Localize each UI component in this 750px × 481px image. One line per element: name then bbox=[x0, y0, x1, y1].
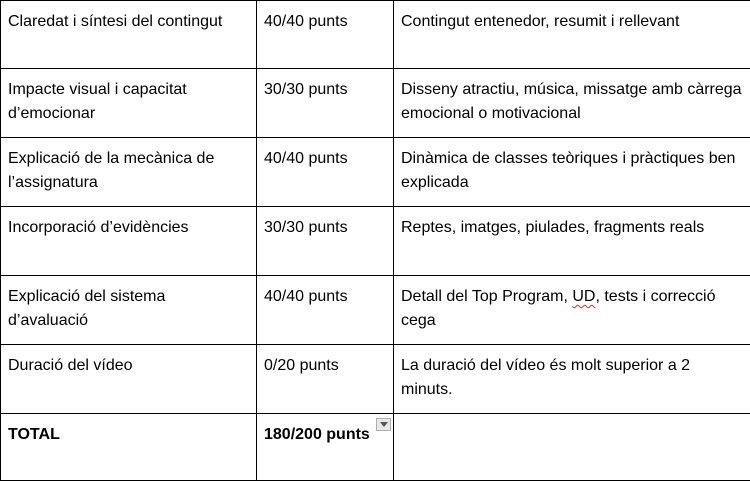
total-label-cell[interactable] bbox=[1, 414, 257, 481]
total-score-cell[interactable] bbox=[257, 414, 394, 481]
total-row bbox=[1, 414, 750, 481]
criterion-text: Duració del vídeo bbox=[8, 357, 133, 374]
score-text: 0/20 punts bbox=[264, 357, 339, 374]
criterion-cell[interactable] bbox=[1, 1, 257, 69]
comment-cell[interactable] bbox=[394, 276, 750, 345]
criterion-text: Explicació del sistema d’avaluació bbox=[8, 288, 165, 329]
table-row bbox=[1, 1, 750, 69]
table-row bbox=[1, 345, 750, 414]
score-cell[interactable] bbox=[257, 207, 394, 276]
comment-text: Disseny atractiu, música, missatge amb càrrega emocional o motivacional bbox=[401, 81, 742, 122]
criterion-text: Incorporació d’evidències bbox=[8, 219, 189, 236]
criterion-cell[interactable] bbox=[1, 276, 257, 345]
score-cell[interactable] bbox=[257, 138, 394, 207]
score-cell[interactable] bbox=[257, 276, 394, 345]
table-row bbox=[1, 69, 750, 138]
comment-text-before: Detall del Top Program, bbox=[401, 288, 572, 305]
table-row bbox=[1, 138, 750, 207]
score-text: 40/40 punts bbox=[264, 13, 348, 30]
score-cell[interactable] bbox=[257, 69, 394, 138]
comment-text-after: , tests i correcció cega bbox=[401, 288, 715, 329]
criterion-cell[interactable] bbox=[1, 345, 257, 414]
caret-shape bbox=[380, 422, 388, 427]
score-cell[interactable] bbox=[257, 1, 394, 69]
comment-cell[interactable] bbox=[394, 1, 750, 69]
comment-text: La duració del vídeo és molt superior a 2 minuts. bbox=[401, 357, 690, 398]
total-comment-cell[interactable] bbox=[394, 414, 750, 481]
score-cell[interactable] bbox=[257, 345, 394, 414]
comment-cell[interactable] bbox=[394, 138, 750, 207]
score-text: 40/40 punts bbox=[264, 288, 348, 305]
score-text: 30/30 punts bbox=[264, 219, 348, 236]
comment-cell[interactable] bbox=[394, 69, 750, 138]
score-text: 40/40 punts bbox=[264, 150, 348, 167]
criterion-text: Impacte visual i capacitat d’emocionar bbox=[8, 81, 187, 122]
comment-text: Dinàmica de classes teòriques i pràctiques ben explicada bbox=[401, 150, 735, 191]
criterion-cell[interactable] bbox=[1, 69, 257, 138]
criterion-cell[interactable] bbox=[1, 207, 257, 276]
chevron-down-icon[interactable] bbox=[376, 418, 391, 431]
criterion-cell[interactable] bbox=[1, 138, 257, 207]
total-score: 180/200 punts bbox=[264, 426, 370, 443]
comment-text: Contingut entenedor, resumit i rellevant bbox=[401, 13, 679, 30]
table-row bbox=[1, 207, 750, 276]
criterion-text: Explicació de la mecànica de l’assignatura bbox=[8, 150, 214, 191]
criterion-text: Claredat i síntesi del contingut bbox=[8, 13, 222, 30]
total-label: TOTAL bbox=[8, 426, 60, 443]
comment-cell[interactable] bbox=[394, 207, 750, 276]
score-text: 30/30 punts bbox=[264, 81, 348, 98]
comment-cell[interactable] bbox=[394, 345, 750, 414]
comment-text: Reptes, imatges, piulades, fragments reals bbox=[401, 219, 704, 236]
spellcheck-flagged-word[interactable]: UD bbox=[572, 288, 595, 305]
table-row bbox=[1, 276, 750, 345]
